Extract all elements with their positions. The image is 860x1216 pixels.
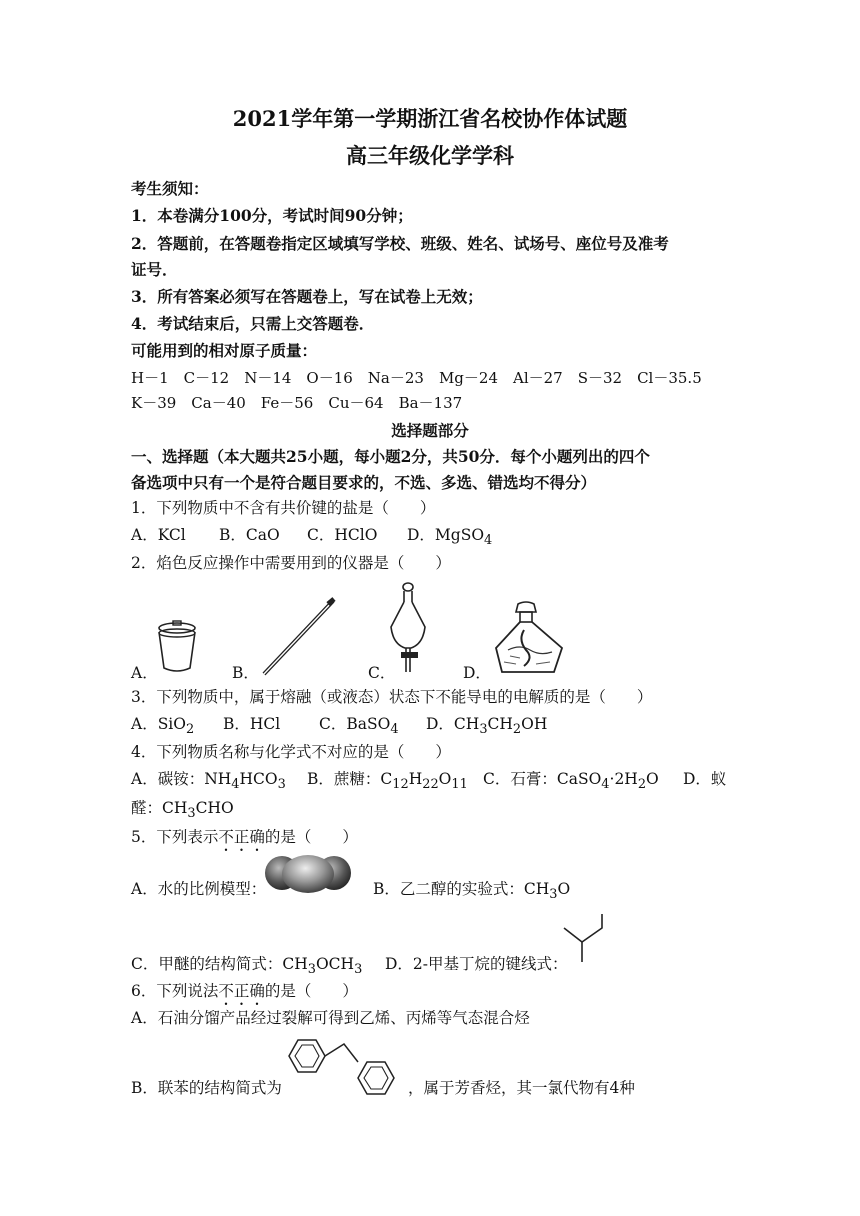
notice-item-2: 2．答题前，在答题卷指定区域填写学校、班级、姓名、试场号、座位号及准考 [131, 234, 669, 253]
section-instruction-2: 备选项中只有一个是符合题目要求的，不选、多选、错选均不得分） [131, 473, 597, 492]
q2-option-b: B． [232, 664, 259, 682]
q4-option-d: D．蚁 [683, 770, 727, 788]
q3-stem: 3．下列物质中，属于熔融（或液态）状态下不能导电的电解质的是（ ） [131, 688, 653, 706]
q2-option-d: D． [463, 664, 491, 682]
section-instruction-1: 一、选择题（本大题共25小题，每小题2分，共50分．每个小题列出的四个 [131, 447, 650, 466]
q6-stem: 6．下列说法不正确的是（ ） [131, 982, 358, 1000]
q1-stem: 1．下列物质中不含有共价键的盐是（ ） [131, 499, 436, 517]
q2-option-c: C． [368, 664, 396, 682]
q4-option-b: B．蔗糖：$C_{12}H_{22}O_{11}$ [307, 770, 468, 793]
q4-option-d-cont: 醛：$CH_3CHO$ [131, 799, 234, 822]
q5-stem: 5．下列表示不正确的是（ ） [131, 828, 358, 846]
exam-subtitle: 高三年级化学学科 [346, 143, 514, 168]
q5-option-c: C．甲醚的结构简式：$CH_3OCH_3$ [131, 955, 363, 978]
platinum-wire-image [258, 598, 338, 678]
q3-option-a: A．SiO$_2$ [131, 715, 195, 738]
q4-stem: 4．下列物质名称与化学式不对应的是（ ） [131, 743, 451, 761]
notice-item-4: 4．考试结束后，只需上交答题卷． [131, 314, 375, 333]
q4-options [131, 768, 726, 796]
atomic-mass-row-2: K－39 Ca－40 Fe－56 Cu－64 Ba－137 [131, 394, 463, 412]
diphenylmethane-structure [278, 1034, 408, 1098]
notice-heading: 考生须知： [131, 179, 209, 198]
q1-option-b: B．CaO [219, 526, 280, 544]
q1-option-a: A．KCl [131, 526, 186, 544]
q3-option-c: C．BaSO$_4$ [319, 715, 399, 738]
q5-option-d: D．2-甲基丁烷的键线式： [385, 955, 568, 973]
q3-options [131, 713, 547, 741]
crucible-image [155, 620, 200, 675]
atomic-mass-row-1: H－1 C－12 N－14 O－16 Na－23 Mg－24 Al－27 S－32 Cl－35.5 [131, 369, 702, 387]
q5-option-b: B．乙二醇的实验式：$CH_3O$ [373, 880, 571, 903]
methylbutane-skeletal-formula [562, 912, 610, 964]
water-space-filling-model [262, 855, 354, 895]
notice-item-3: 3．所有答案必须写在答题卷上，写在试卷上无效； [131, 287, 483, 306]
q1-option-d: D．MgSO$_4$ [407, 526, 493, 549]
q4-option-a: A．碳铵：$NH_4HCO_3$ [131, 770, 286, 793]
atomic-mass-heading: 可能用到的相对原子质量： [131, 341, 318, 360]
exam-title: 2021学年第一学期浙江省名校协作体试题 [232, 106, 628, 131]
q4-option-c: C．石膏：$CaSO_4\cdot 2H_2O$ [483, 770, 659, 793]
q3-option-d: D．$CH_3CH_2OH$ [426, 715, 548, 738]
q6-option-b-suffix: ，属于芳香烃，其一氯代物有4种 [408, 1079, 635, 1097]
section-title: 选择题部分 [391, 421, 469, 440]
q2-option-a: A． [131, 664, 158, 682]
q1-option-c: C．HClO [307, 526, 378, 544]
q3-option-b: B．HCl [223, 715, 281, 733]
q5-option-a: A．水的比例模型： [131, 880, 267, 898]
alcohol-lamp-image [490, 600, 570, 678]
notice-item-2-cont: 证号． [131, 260, 178, 279]
q2-stem: 2．焰色反应操作中需要用到的仪器是（ ） [131, 554, 451, 572]
q1-options [131, 524, 492, 552]
notice-item-1: 1．本卷满分100分，考试时间90分钟； [131, 206, 413, 225]
q6-option-b-prefix: B．联苯的结构简式为 [131, 1079, 282, 1097]
q6-option-a: A．石油分馏产品经过裂解可得到乙烯、丙烯等气态混合烃 [131, 1009, 530, 1027]
